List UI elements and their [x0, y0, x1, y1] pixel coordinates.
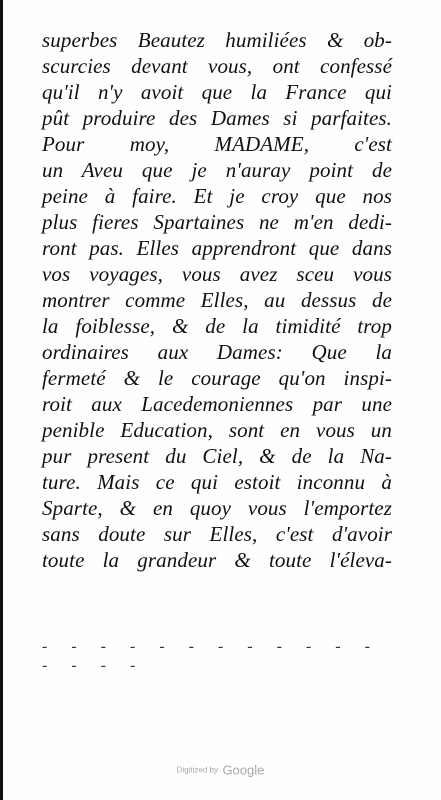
text-line-1: superbes Beautez humiliées & ob- [42, 28, 392, 52]
text-line-18: ture. Mais ce qui estoit inconnu à [42, 470, 392, 494]
text-line-20: sans doute sur Elles, c'est d'avoir [42, 522, 392, 546]
text-line-13: ordinaires aux Dames: Que la [42, 340, 392, 364]
text-line-4: pût produire des Dames si parfaites. [42, 106, 392, 130]
text-line-11: montrer comme Elles, au dessus de [42, 288, 392, 312]
text-line-9: ront pas. Elles apprendront que dans [42, 236, 392, 260]
text-line-12: la foiblesse, & de la timidité trop [42, 314, 392, 338]
text-line-14: fermeté & le courage qu'on inspi- [42, 366, 392, 390]
text-line-8: plus fieres Spartaines ne m'en dedi- [42, 210, 392, 234]
text-line-3: qu'il n'y avoit que la France qui [42, 80, 392, 104]
page-edge-shadow [0, 0, 3, 800]
text-line-6: un Aveu que je n'auray point de [42, 158, 392, 182]
digitization-watermark [0, 761, 441, 779]
text-line-7: peine à faire. Et je croy que nos [42, 184, 392, 208]
text-line-17: pur present du Ciel, & de la Na- [42, 444, 392, 468]
text-line-10: vos voyages, vous avez sceu vous [42, 262, 392, 286]
watermark-prefix: Digitized by [176, 765, 218, 775]
watermark-brand: Google [222, 762, 265, 778]
text-line-15: roit aux Lacedemoniennes par une [42, 392, 392, 416]
text-line-21: toute la grandeur & toute l'éleva- [42, 548, 392, 572]
text-line-5: Pour moy, MADAME, c'est [42, 132, 392, 156]
cropped-next-line: - - - - - - - - - - - - - - - - [42, 638, 380, 674]
text-line-19: Sparte, & en quoy vous l'emportez [42, 496, 392, 520]
text-line-16: penible Education, sont en vous un [42, 418, 392, 442]
text-line-2: scurcies devant vous, ont confessé [42, 54, 392, 78]
